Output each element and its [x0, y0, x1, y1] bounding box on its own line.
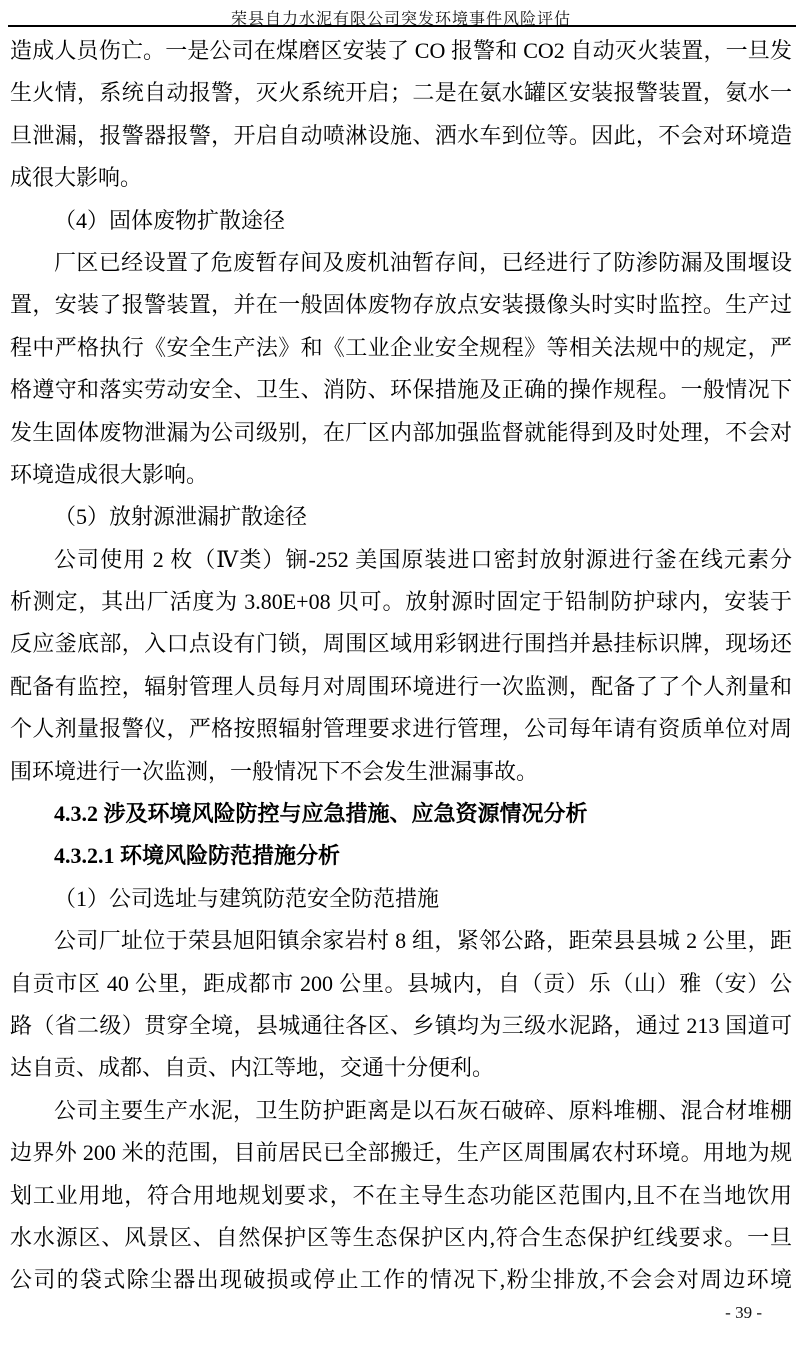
text-line: 程中严格执行《安全生产法》和《工业企业安全规程》等相关法规中的规定，严 [10, 334, 792, 360]
paragraph-block [10, 1090, 792, 1302]
text-line: 生火情，系统自动报警，灭火系统开启；二是在氨水罐区安装报警装置，氨水一 [10, 80, 792, 106]
text-line: 自贡市区 40 公里，距成都市 200 公里。县城内，自（贡）乐（山）雅（安）公 [10, 970, 792, 996]
paragraph-block [10, 496, 792, 538]
text-line: 置，安装了报警装置，并在一般固体废物存放点安装摄像头时实时监控。生产过 [10, 292, 792, 318]
text-line: 公司使用 2 枚（Ⅳ类）锎-252 美国原装进口密封放射源进行釜在线元素分 [54, 546, 792, 572]
text-line: 配备有监控，辐射管理人员每月对周围环境进行一次监测，配备了了个人剂量和 [10, 673, 792, 699]
paragraph-block [10, 30, 792, 200]
text-line: 公司厂址位于荣县旭阳镇余家岩村 8 组，紧邻公路，距荣县县城 2 公里，距 [54, 928, 792, 954]
header-rule [8, 25, 796, 27]
paragraph-block [10, 200, 792, 242]
paragraph-block [10, 920, 792, 1090]
paragraph-block [10, 878, 792, 920]
text-line: 边界外 200 米的范围，目前居民已全部搬迁，生产区周围属农村环境。用地为规 [10, 1140, 792, 1166]
text-line: 成很大影响。 [10, 165, 143, 191]
text-line: 个人剂量报警仪，严格按照辐射管理要求进行管理，公司每年请有资质单位对周 [10, 716, 792, 742]
page-number: - 39 - [725, 1303, 762, 1322]
text-line: 4.3.2 涉及环境风险防控与应急措施、应急资源情况分析 [54, 801, 588, 827]
text-line: 环境造成很大影响。 [10, 461, 209, 487]
text-line: 造成人员伤亡。一是公司在煤磨区安装了 CO 报警和 CO2 自动灭火装置，一旦发 [10, 38, 792, 63]
text-line: 水水源区、风景区、自然保护区等生态保护区内,符合生态保护红线要求。一旦 [10, 1224, 792, 1250]
text-line: （4）固体废物扩散途径 [54, 207, 286, 233]
text-line: 达自贡、成都、自贡、内江等地，交通十分便利。 [10, 1055, 495, 1081]
heading-block [10, 835, 792, 877]
text-line: 反应釜底部，入口点设有门锁，周围区域用彩钢进行围挡并悬挂标识牌，现场还 [10, 631, 792, 657]
text-line: 旦泄漏，报警器报警，开启自动喷淋设施、洒水车到位等。因此，不会对环境造 [10, 122, 792, 148]
paragraph-block [10, 242, 792, 496]
heading-block [10, 793, 792, 835]
page-header-title: 荣县自力水泥有限公司突发环境事件风险评估 [230, 11, 571, 28]
paragraph-block [10, 539, 792, 793]
text-line: 公司主要生产水泥，卫生防护距离是以石灰石破碎、原料堆棚、混合材堆棚 [54, 1097, 792, 1123]
text-line: （5）放射源泄漏扩散途径 [54, 504, 308, 530]
text-line: 厂区已经设置了危废暂存间及废机油暂存间，已经进行了防渗防漏及围堰设 [54, 249, 792, 275]
text-line: 公司的袋式除尘器出现破损或停止工作的情况下,粉尘排放,不会会对周边环境 [10, 1267, 792, 1293]
text-line: 发生固体废物泄漏为公司级别，在厂区内部加强监督就能得到及时处理，不会对 [10, 419, 792, 445]
text-line: 路（省二级）贯穿全境，县城通往各区、乡镇均为三级水泥路，通过 213 国道可 [10, 1012, 792, 1038]
text-line: 析测定，其出厂活度为 3.80E+08 贝可。放射源时固定于铅制防护球内，安装于 [10, 589, 792, 615]
text-line: 格遵守和落实劳动安全、卫生、消防、环保措施及正确的操作规程。一般情况下 [10, 377, 792, 403]
text-line: 围环境进行一次监测，一般情况下不会发生泄漏事故。 [10, 758, 539, 784]
text-line: （1）公司选址与建筑防范安全防范措施 [54, 885, 440, 911]
document-body [10, 30, 792, 1302]
text-line: 4.3.2.1 环境风险防范措施分析 [54, 843, 341, 869]
text-line: 划工业用地，符合用地规划要求，不在主导生态功能区范围内,且不在当地饮用 [10, 1182, 792, 1208]
